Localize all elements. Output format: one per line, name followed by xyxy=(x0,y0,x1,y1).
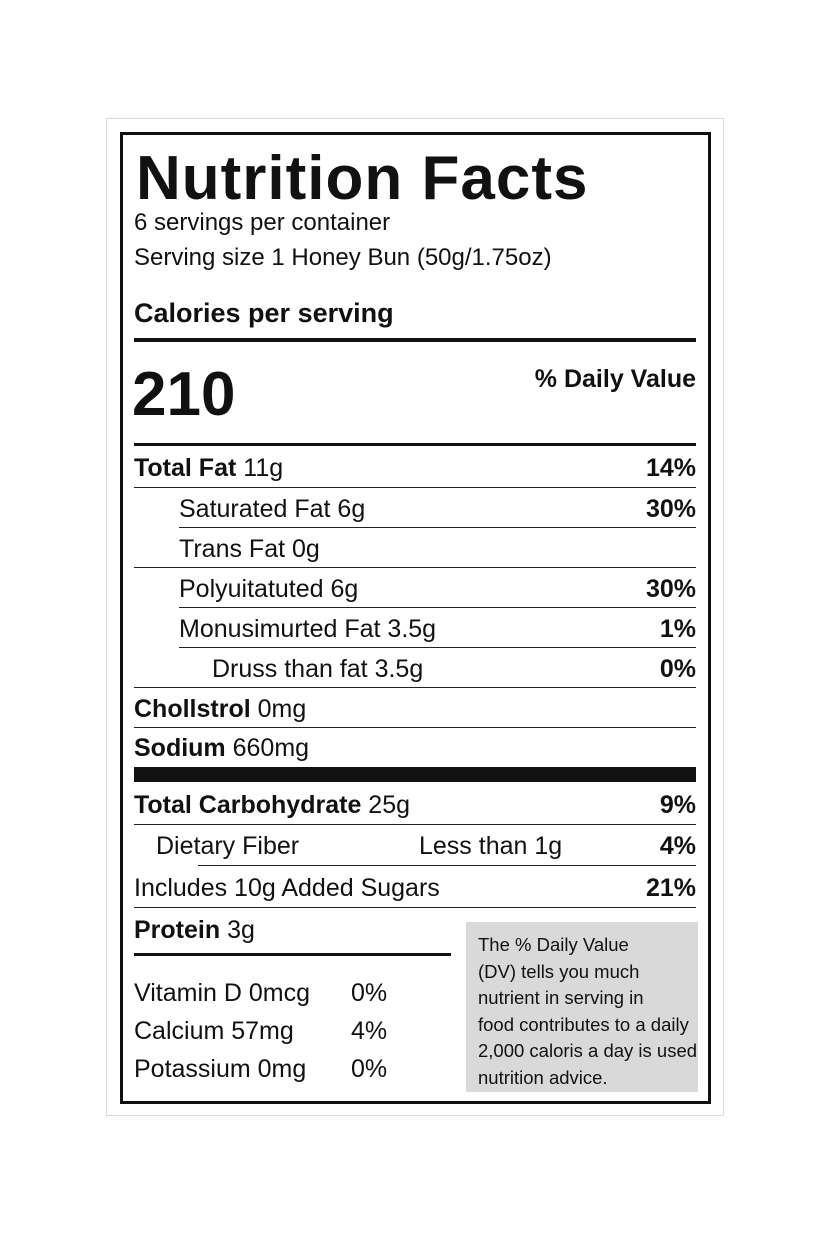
vitamin-dv: 4% xyxy=(351,1017,388,1045)
nutrient-row-added-sugars xyxy=(134,876,696,904)
footnote-line: 2,000 caloris a day is used xyxy=(478,1040,698,1061)
nutrient-row-total-fat xyxy=(134,456,696,484)
nutrient-amount: 25g xyxy=(368,791,411,819)
daily-value-footnote xyxy=(466,922,698,1092)
row-divider xyxy=(134,727,696,728)
nutrient-name: Chollstrol xyxy=(134,695,251,723)
nutrient-name: Druss than fat 3.5g xyxy=(212,655,424,683)
row-divider xyxy=(134,907,696,908)
vitamin-name: Vitamin D 0mcg xyxy=(134,979,310,1007)
nutrient-name: Polyuitatuted 6g xyxy=(179,575,359,603)
nutrient-name: Dietary Fiber xyxy=(156,832,300,860)
footnote-line: nutrition advice. xyxy=(478,1066,608,1088)
nutrient-name: Saturated Fat 6g xyxy=(179,495,366,523)
nutrient-row-sodium xyxy=(134,736,696,764)
nutrient-dv: 21% xyxy=(645,874,696,902)
calories-label: Calories per serving xyxy=(134,298,394,328)
row-divider xyxy=(179,647,696,648)
serving-size: Serving size 1 Honey Bun (50g/1.75oz) xyxy=(134,244,552,271)
nutrient-dv: 1% xyxy=(659,615,696,643)
nutrient-name: Total Fat xyxy=(134,454,237,482)
nutrient-row-dietary-fiber xyxy=(134,834,696,862)
row-divider xyxy=(134,487,696,488)
footnote-line: The % Daily Value xyxy=(478,934,629,955)
nutrient-dv: 4% xyxy=(659,832,696,860)
calories-divider xyxy=(134,338,696,342)
nutrient-amount: 660mg xyxy=(232,734,310,762)
nutrient-amount: 0mg xyxy=(257,695,307,723)
daily-value-header: % Daily Value xyxy=(534,365,696,393)
nutrient-dv: 30% xyxy=(645,575,696,603)
servings-per-container: 6 servings per container xyxy=(134,209,391,236)
thick-divider xyxy=(134,767,696,782)
nutrient-dv: 30% xyxy=(645,495,696,523)
nutrient-name: Sodium xyxy=(134,734,226,762)
nutrient-name: Includes 10g Added Sugars xyxy=(134,874,440,902)
nutrient-name: Total Carbohydrate xyxy=(134,791,362,819)
nutrient-dv: 9% xyxy=(659,791,696,819)
row-divider xyxy=(179,607,696,608)
nutrient-row-polyunsaturated xyxy=(134,577,696,605)
nutrient-amount: 11g xyxy=(243,454,284,482)
nutrient-name: Monusimurted Fat 3.5g xyxy=(179,615,437,643)
footnote-line: nutrient in serving in xyxy=(478,987,644,1008)
vitamin-name: Calcium 57mg xyxy=(134,1017,294,1045)
nutrient-row-total-carbohydrate xyxy=(134,793,696,821)
row-divider xyxy=(134,567,696,568)
calories-value: 210 xyxy=(132,360,236,429)
nutrient-row-trans-fat xyxy=(134,537,696,565)
nutrient-row-monounsaturated xyxy=(134,617,696,645)
nutrient-dv: 14% xyxy=(645,454,696,482)
label-title: Nutrition Facts xyxy=(136,144,589,213)
row-divider xyxy=(134,824,696,825)
nutrient-row-protein xyxy=(134,918,454,946)
vitamin-dv: 0% xyxy=(351,979,388,1007)
vitamin-name: Potassium 0mg xyxy=(134,1055,307,1083)
row-divider xyxy=(179,527,696,528)
nutrient-amount: Less than 1g xyxy=(419,832,563,860)
nutrient-amount: 3g xyxy=(227,916,255,944)
nutrient-name: Trans Fat 0g xyxy=(179,535,320,563)
nutrient-row-saturated-fat xyxy=(134,497,696,525)
footnote-line: food contributes to a daily xyxy=(478,1013,689,1035)
protein-divider xyxy=(134,953,451,956)
nutrient-dv: 0% xyxy=(659,655,696,683)
footnote-line: (DV) tells you much xyxy=(478,960,640,982)
row-divider xyxy=(198,865,696,866)
nutrients-top-divider xyxy=(134,443,696,446)
vitamin-dv: 0% xyxy=(351,1055,388,1083)
nutrient-row-other-fat xyxy=(134,657,696,685)
nutrient-name: Protein xyxy=(134,916,221,944)
nutrient-row-cholesterol xyxy=(134,697,696,725)
row-divider xyxy=(134,687,696,688)
